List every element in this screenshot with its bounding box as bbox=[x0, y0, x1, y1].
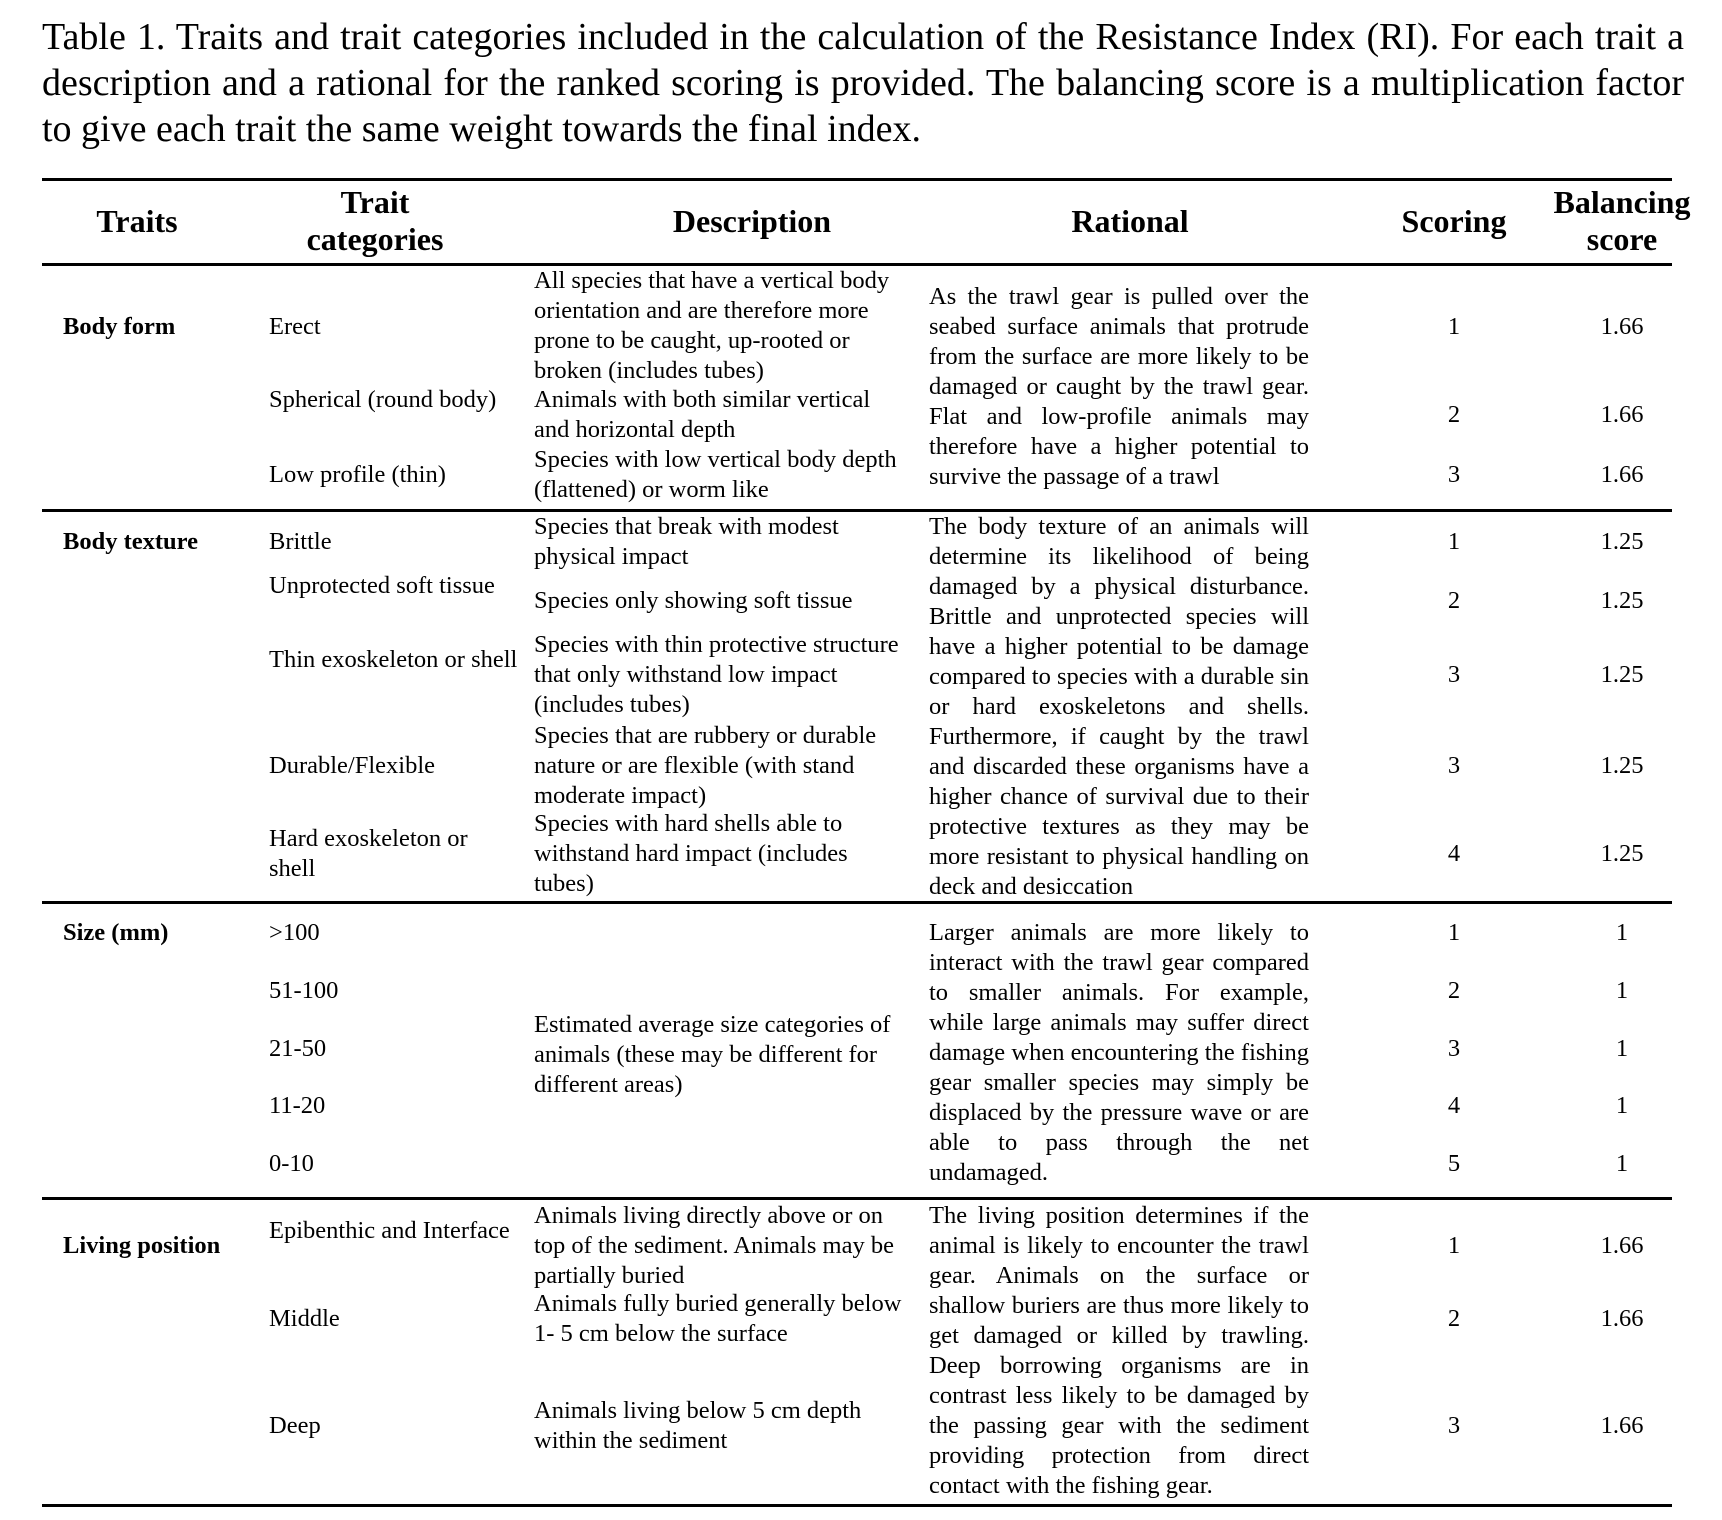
category-size-11-20: 11-20 bbox=[269, 1092, 326, 1119]
balance-erect: 1.66 bbox=[1600, 313, 1644, 340]
trait-size: Size (mm) bbox=[63, 919, 169, 946]
trait-body-texture: Body texture bbox=[63, 528, 198, 555]
score-size-0-10: 5 bbox=[1447, 1150, 1461, 1177]
trait-body-form: Body form bbox=[63, 313, 176, 340]
category-deep: Deep bbox=[269, 1412, 321, 1439]
balance-middle: 1.66 bbox=[1600, 1305, 1644, 1332]
category-epibenthic: Epibenthic and Interface bbox=[269, 1217, 510, 1244]
description-thin-exoskeleton: Species with thin protective structure that only withstand low impact (includes tubes) bbox=[534, 631, 899, 718]
description-low-profile: Species with low vertical body depth (flattened) or worm like bbox=[534, 446, 897, 503]
category-erect: Erect bbox=[269, 313, 321, 340]
category-unprotected-soft-tissue: Unprotected soft tissue bbox=[269, 572, 495, 599]
score-brittle: 1 bbox=[1447, 528, 1461, 555]
header-scoring: Scoring bbox=[1401, 203, 1507, 239]
section-rule bbox=[42, 1197, 1672, 1200]
score-size-11-20: 4 bbox=[1447, 1092, 1461, 1119]
header-traits: Traits bbox=[96, 203, 178, 239]
category-low-profile: Low profile (thin) bbox=[269, 461, 446, 488]
trait-living-position: Living position bbox=[63, 1232, 221, 1259]
balance-size-21-50: 1 bbox=[1615, 1035, 1629, 1062]
description-deep: Animals living below 5 cm depth within the sediment bbox=[534, 1397, 862, 1454]
bottom-rule bbox=[42, 1504, 1672, 1507]
description-unprotected-soft-tissue: Species only showing soft tissue bbox=[534, 587, 853, 614]
score-hard-exoskeleton: 4 bbox=[1447, 840, 1461, 867]
score-durable-flexible: 3 bbox=[1447, 752, 1461, 779]
description-erect: All species that have a vertical body orientation and are therefore more prone to be caught, up-rooted or broken (includes tubes) bbox=[534, 267, 890, 384]
category-thin-exoskeleton: Thin exoskeleton or shell bbox=[269, 646, 518, 673]
score-size-51-100: 2 bbox=[1447, 977, 1461, 1004]
score-unprotected-soft-tissue: 2 bbox=[1447, 587, 1461, 614]
header-description: Description bbox=[672, 203, 832, 239]
description-middle: Animals fully buried generally below 1- 5 cm below the surface bbox=[534, 1290, 902, 1347]
rational-size: Larger animals are more likely to interact with the trawl gear compared to smaller animals. For example, while large animals may suffer direct damage when encountering the fishing gear smaller species may simply be displaced by the pressure wave or are able to pass through the net undamaged. bbox=[929, 919, 1309, 1186]
top-rule bbox=[42, 178, 1672, 181]
category-middle: Middle bbox=[269, 1305, 340, 1332]
header-balancing-score: Balancing score bbox=[1553, 184, 1691, 257]
score-epibenthic: 1 bbox=[1447, 1232, 1461, 1259]
balance-low-profile: 1.66 bbox=[1600, 461, 1644, 488]
score-middle: 2 bbox=[1447, 1305, 1461, 1332]
category-durable-flexible: Durable/Flexible bbox=[269, 752, 436, 779]
category-size-0-10: 0-10 bbox=[269, 1150, 314, 1177]
rational-body-texture: The body texture of an animals will determine its likelihood of being damaged by a physical disturbance. Brittle and unprotected species will have a higher potential to be damage compared to species with a durable sin or hard exoskeletons and shells. Furthermore, if caught by the trawl and discarded these organisms have a higher chance of survival due to their protective textures as they may be more resistant to physical handling on deck and desiccation bbox=[929, 513, 1309, 900]
section-rule bbox=[42, 901, 1672, 904]
balance-epibenthic: 1.66 bbox=[1600, 1232, 1644, 1259]
balance-deep: 1.66 bbox=[1600, 1412, 1644, 1439]
description-hard-exoskeleton: Species with hard shells able to withstand hard impact (includes tubes) bbox=[534, 810, 848, 897]
category-size-over-100: >100 bbox=[269, 919, 320, 946]
description-durable-flexible: Species that are rubbery or durable nature or are flexible (with stand moderate impact) bbox=[534, 722, 877, 809]
description-size: Estimated average size categories of animals (these may be different for different areas) bbox=[534, 1011, 891, 1098]
balance-brittle: 1.25 bbox=[1600, 528, 1644, 555]
category-size-51-100: 51-100 bbox=[269, 977, 339, 1004]
header-rational: Rational bbox=[1071, 203, 1189, 239]
score-size-over-100: 1 bbox=[1447, 919, 1461, 946]
balance-hard-exoskeleton: 1.25 bbox=[1600, 840, 1644, 867]
rational-body-form: As the trawl gear is pulled over the seabed surface animals that protrude from the surface are more likely to be damaged or caught by the trawl gear. Flat and low-profile animals may therefore have a higher potential to survive the passage of a trawl bbox=[929, 283, 1309, 490]
balance-thin-exoskeleton: 1.25 bbox=[1600, 661, 1644, 688]
description-brittle: Species that break with modest physical impact bbox=[534, 513, 839, 570]
category-hard-exoskeleton: Hard exoskeleton or shell bbox=[269, 825, 468, 882]
table-caption: Table 1. Traits and trait categories included in the calculation of the Resistance Index (RI). For each trait a description and a rational for the ranked scoring is provided. The balancing score is a multiplication factor to give each trait the same weight towards the final index. bbox=[42, 16, 1684, 150]
category-size-21-50: 21-50 bbox=[269, 1035, 327, 1062]
score-deep: 3 bbox=[1447, 1412, 1461, 1439]
category-spherical: Spherical (round body) bbox=[269, 386, 497, 413]
balance-size-51-100: 1 bbox=[1615, 977, 1629, 1004]
score-low-profile: 3 bbox=[1447, 461, 1461, 488]
balance-durable-flexible: 1.25 bbox=[1600, 752, 1644, 779]
description-epibenthic: Animals living directly above or on top of the sediment. Animals may be partially buried bbox=[534, 1202, 894, 1289]
category-brittle: Brittle bbox=[269, 528, 332, 555]
score-spherical: 2 bbox=[1447, 401, 1461, 428]
score-erect: 1 bbox=[1447, 313, 1461, 340]
score-thin-exoskeleton: 3 bbox=[1447, 661, 1461, 688]
balance-spherical: 1.66 bbox=[1600, 401, 1644, 428]
header-trait-categories: Trait categories bbox=[306, 184, 444, 257]
balance-size-over-100: 1 bbox=[1615, 919, 1629, 946]
balance-size-0-10: 1 bbox=[1615, 1150, 1629, 1177]
rational-living-position: The living position determines if the animal is likely to encounter the trawl gear. Animals on the surface or shallow buriers are thus more likely to get damaged or killed by trawling. Deep borrowing organisms are in contrast less likely to be damaged by the passing gear with the sediment providing protection from direct contact with the fishing gear. bbox=[929, 1202, 1309, 1499]
balance-unprotected-soft-tissue: 1.25 bbox=[1600, 587, 1644, 614]
resistance-index-table bbox=[42, 178, 1691, 1508]
description-spherical: Animals with both similar vertical and horizontal depth bbox=[534, 386, 871, 443]
balance-size-11-20: 1 bbox=[1615, 1092, 1629, 1119]
score-size-21-50: 3 bbox=[1447, 1035, 1461, 1062]
